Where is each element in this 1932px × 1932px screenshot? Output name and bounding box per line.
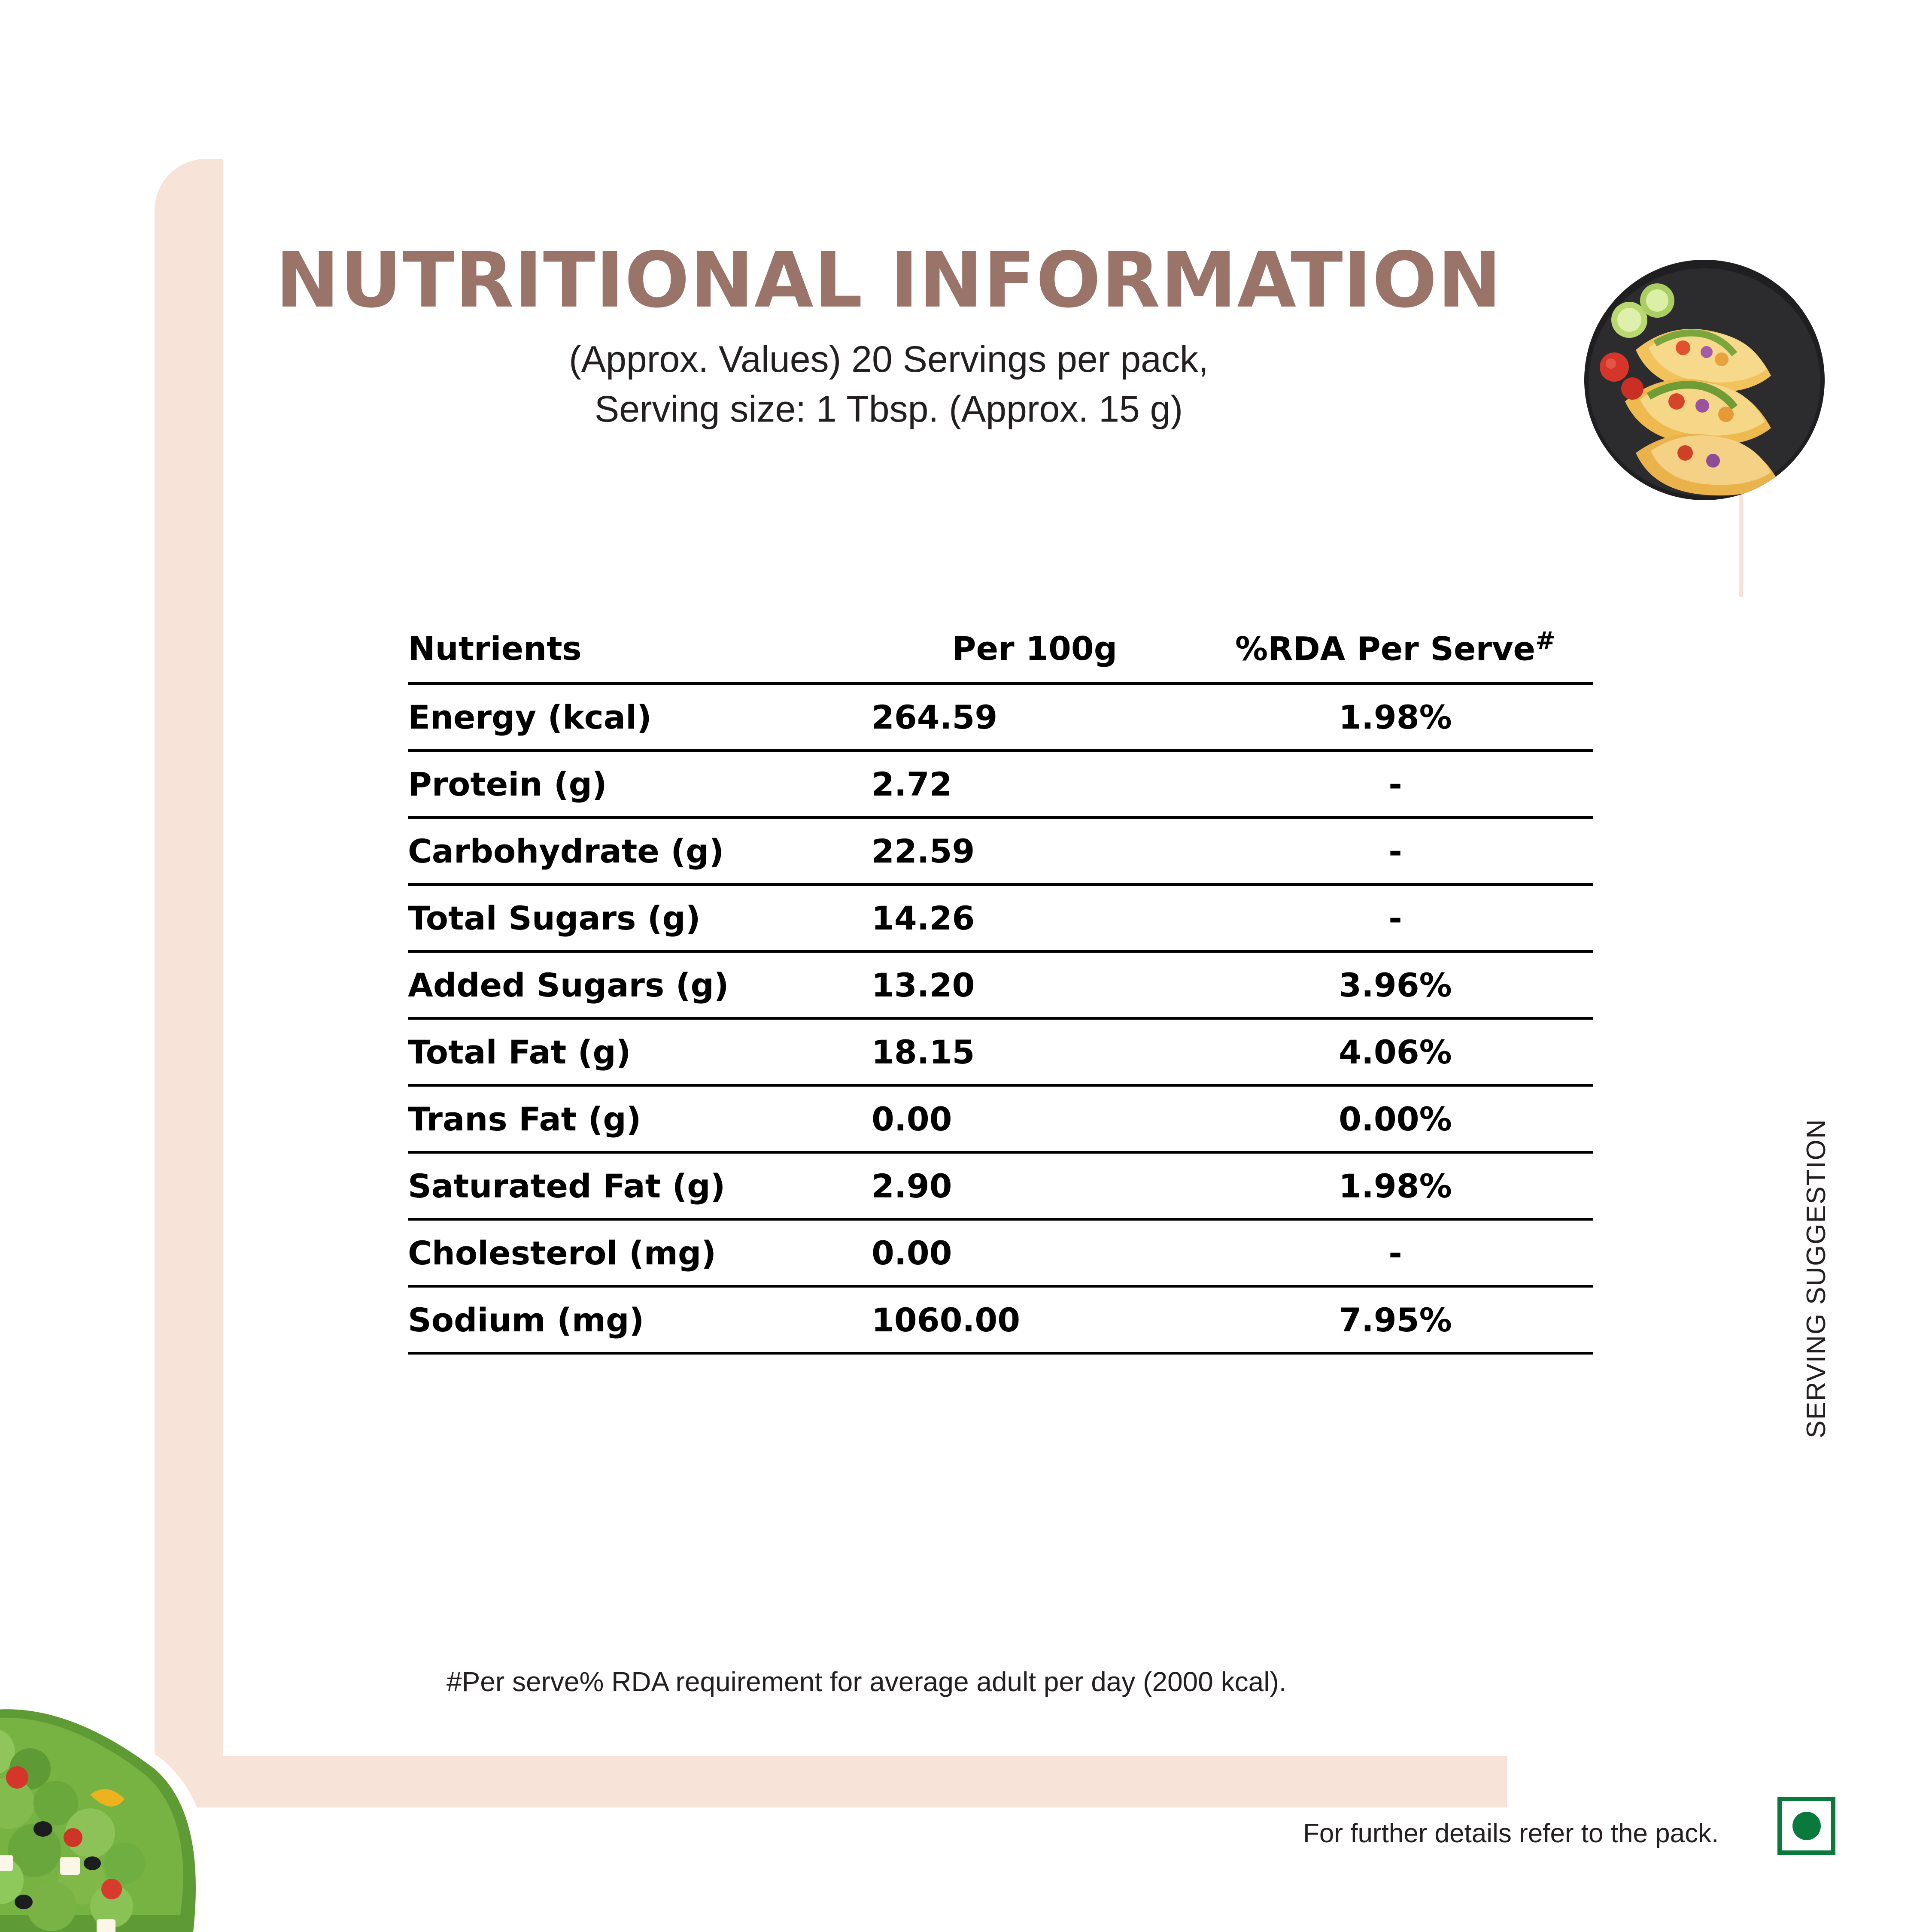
nutrient-rda: - — [1198, 884, 1593, 951]
table-row — [408, 884, 1593, 951]
column-header-per-100g: Per 100g — [952, 629, 1118, 668]
rda-footnote: #Per serve% RDA requirement for average adult per day (2000 kcal). — [447, 1666, 1287, 1697]
serving-size: Serving size: 1 Tbsp. (Approx. 15 g) — [594, 388, 1183, 430]
page-title: NUTRITIONAL INFORMATION — [275, 236, 1502, 325]
nutrient-per-100g: 1060.00 — [872, 1286, 1198, 1353]
nutrient-name: Protein (g) — [408, 750, 872, 817]
salad-bowl-photo — [0, 1494, 249, 1932]
rda-superscript: # — [1535, 627, 1555, 655]
table-header-row — [408, 627, 1593, 683]
nutrient-per-100g: 18.15 — [872, 1018, 1198, 1085]
table-row — [408, 817, 1593, 884]
nutrient-name: Carbohydrate (g) — [408, 817, 872, 884]
nutrition-table — [408, 627, 1593, 1355]
table-header — [408, 627, 1593, 683]
vegetarian-dot — [1792, 1812, 1821, 1840]
table-row — [408, 1018, 1593, 1085]
nutrient-name: Energy (kcal) — [408, 683, 872, 750]
nutrient-per-100g: 13.20 — [872, 951, 1198, 1018]
nutrient-rda: - — [1198, 1219, 1593, 1286]
nutrition-table-container — [408, 627, 1593, 1355]
nutrient-rda: 7.95% — [1198, 1286, 1593, 1353]
nutrient-rda: 3.96% — [1198, 951, 1593, 1018]
nutrient-rda: 1.98% — [1198, 1152, 1593, 1219]
table-row — [408, 951, 1593, 1018]
table-row — [408, 1085, 1593, 1152]
nutrient-rda: - — [1198, 817, 1593, 884]
column-header-rda-text: %RDA Per Serve — [1235, 629, 1536, 668]
nutrient-rda: 1.98% — [1198, 683, 1593, 750]
nutrient-name: Sodium (mg) — [408, 1286, 872, 1353]
taco-plate-photo — [1584, 260, 1825, 500]
nutrient-per-100g: 2.72 — [872, 750, 1198, 817]
serving-info — [223, 334, 1554, 434]
nutrient-name: Added Sugars (g) — [408, 951, 872, 1018]
nutrient-name: Total Sugars (g) — [408, 884, 872, 951]
header — [223, 236, 1554, 434]
nutrient-per-100g: 14.26 — [872, 884, 1198, 951]
serving-suggestion-label: SERVING SUGGESTION — [1801, 1118, 1831, 1438]
nutrient-per-100g: 0.00 — [872, 1219, 1198, 1286]
table-row — [408, 750, 1593, 817]
nutrient-per-100g: 2.90 — [872, 1152, 1198, 1219]
salad-bowl-illustration — [0, 1494, 249, 1932]
nutrient-per-100g: 22.59 — [872, 817, 1198, 884]
nutrient-per-100g: 0.00 — [872, 1085, 1198, 1152]
servings-per-pack: (Approx. Values) 20 Servings per pack, — [569, 338, 1209, 380]
refer-to-pack-text: For further details refer to the pack. — [1303, 1819, 1719, 1848]
taco-plate-illustration — [1584, 260, 1825, 500]
table-row — [408, 683, 1593, 750]
nutrient-rda: 4.06% — [1198, 1018, 1593, 1085]
vegetarian-mark-icon — [1777, 1797, 1835, 1855]
nutrient-name: Total Fat (g) — [408, 1018, 872, 1085]
column-header-nutrients: Nutrients — [408, 629, 582, 668]
column-header-rda — [1198, 627, 1593, 683]
nutrient-name: Cholesterol (mg) — [408, 1219, 872, 1286]
nutrient-name: Trans Fat (g) — [408, 1085, 872, 1152]
table-row — [408, 1219, 1593, 1286]
nutrient-rda: - — [1198, 750, 1593, 817]
table-body — [408, 683, 1593, 1353]
nutrient-per-100g: 264.59 — [872, 683, 1198, 750]
nutrient-rda: 0.00% — [1198, 1085, 1593, 1152]
nutrient-name: Saturated Fat (g) — [408, 1152, 872, 1219]
table-row — [408, 1152, 1593, 1219]
table-row — [408, 1286, 1593, 1353]
